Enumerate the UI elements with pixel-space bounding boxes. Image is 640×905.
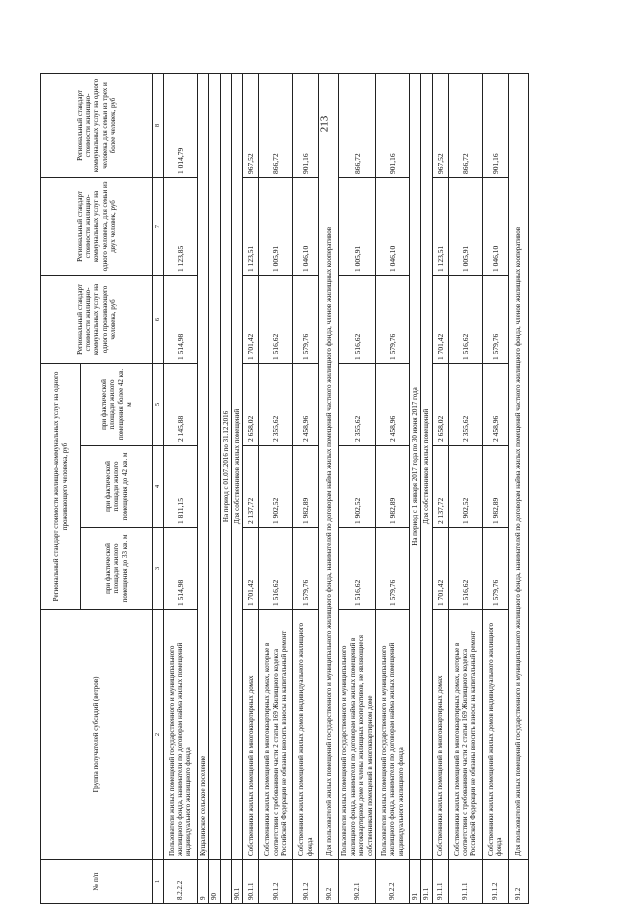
- row-number: 90.1.2: [259, 860, 293, 904]
- table-row: [375, 73, 409, 903]
- row-number: [220, 860, 231, 904]
- value-cell: 2 355,62: [259, 363, 293, 445]
- value-cell: 901,16: [293, 73, 319, 177]
- row-number: 91.1: [421, 860, 432, 904]
- value-cell: 2 355,62: [448, 363, 482, 445]
- row-number: 91.2: [508, 860, 528, 904]
- value-cell: 1 046,10: [293, 177, 319, 275]
- table-row: [243, 73, 259, 903]
- value-cell: 1 014,79: [163, 73, 197, 177]
- value-cell: 1 902,52: [339, 446, 376, 528]
- header-c7: Региональный стандарт стоимости жилищно-коммунальных услуг на одного человека, для семьи из двух человек, руб: [41, 177, 153, 275]
- section-row: [319, 73, 339, 903]
- value-cell: 1 046,10: [375, 177, 409, 275]
- section-label: [209, 73, 220, 859]
- row-number: 90.1.2: [293, 860, 319, 904]
- col-index: 1: [153, 860, 164, 904]
- table-row: [448, 73, 482, 903]
- value-cell: 1 902,52: [448, 446, 482, 528]
- value-cell: 2 658,02: [432, 363, 448, 445]
- table-row: [293, 73, 319, 903]
- row-label: Собственники жилых помещений в многоквартирных домах: [243, 610, 259, 860]
- row-number: 90.2: [319, 860, 339, 904]
- table-row: [259, 73, 293, 903]
- value-cell: 1 046,10: [482, 177, 508, 275]
- row-label: Собственники жилых помещений жилых домов индивидуального жилищного фонда: [482, 610, 508, 860]
- value-cell: 1 579,76: [375, 528, 409, 610]
- section-label: Для собственников жилых помещений: [231, 73, 242, 859]
- value-cell: 1 811,15: [163, 446, 197, 528]
- value-cell: 2 458,96: [375, 363, 409, 445]
- value-cell: 1 982,89: [293, 446, 319, 528]
- row-number: 91: [409, 860, 420, 904]
- value-cell: 2 458,96: [482, 363, 508, 445]
- value-cell: 1 516,62: [339, 528, 376, 610]
- row-label: Пользователи жилых помещений государственного и муниципального жилищного фонда, наниматели по договорам найма жилых помещений индивидуального жилищного фонда: [375, 610, 409, 860]
- row-number: 90.2.2: [375, 860, 409, 904]
- value-cell: 1 516,62: [448, 528, 482, 610]
- header-c5: при фактической площади жилого помещения более 42 кв. м: [81, 363, 153, 445]
- value-cell: 1 701,42: [243, 528, 259, 610]
- header-c3: при фактической площади жилого помещения до 33 кв. м: [81, 528, 153, 610]
- row-number: 91.1.1: [432, 860, 448, 904]
- table-row: [432, 73, 448, 903]
- value-cell: 901,16: [375, 73, 409, 177]
- row-label: Собственники жилых помещений в многоквартирных домах, которые в соответствии с требованиями части 2 статьи 169 Жилищного кодекса Российской Федерации не обязаны вносить взносы на капитальный ремонт: [448, 610, 482, 860]
- section-row: [421, 73, 432, 903]
- value-cell: 967,52: [432, 73, 448, 177]
- value-cell: 1 123,51: [432, 177, 448, 275]
- value-cell: 901,16: [482, 73, 508, 177]
- header-c6: Региональный стандарт стоимости жилищно-коммунальных услуг на одного проживающего человека, руб: [41, 275, 153, 363]
- value-cell: 2 145,88: [163, 363, 197, 445]
- col-index: 4: [153, 446, 164, 528]
- value-cell: 1 005,91: [448, 177, 482, 275]
- value-cell: 2 658,02: [243, 363, 259, 445]
- section-row: [508, 73, 528, 903]
- row-label: Пользователи жилых помещений государственного и муниципального жилищного фонда, наниматели по договорам найма жилых помещений в многоквартирном доме и члены жилищных кооперативов, не являющиеся собственниками помещений в многоквартирном доме: [339, 610, 376, 860]
- section-label: На период с 1 января 2017 года по 30 июня 2017 года: [409, 73, 420, 859]
- value-cell: 1 579,76: [482, 275, 508, 363]
- value-cell: 1 579,76: [482, 528, 508, 610]
- value-cell: 1 701,42: [243, 275, 259, 363]
- header-c4: при фактической площади жилого помещения до 42 кв. м: [81, 446, 153, 528]
- row-label: Собственники жилых помещений в многоквартирных домах, которые в соответствии с требованиями части 2 статьи 169 Жилищного кодекса Российской Федерации не обязаны вносить взносы на капитальный ремонт: [259, 610, 293, 860]
- col-index: 8: [153, 73, 164, 177]
- section-label: Для пользователей жилых помещений государственного и муниципального жилищного фонда, нанимателей по договорам найма жилых помещений частного жилищного фонда, членов жилищных кооперативов: [508, 73, 528, 859]
- table-header: [41, 73, 164, 903]
- rotated-page: [40, 74, 600, 904]
- row-number: 90.1: [231, 860, 242, 904]
- table-body: [163, 73, 528, 903]
- row-label: Собственники жилых помещений в многоквартирных домах: [432, 610, 448, 860]
- value-cell: 1 516,62: [259, 275, 293, 363]
- table-row: [482, 73, 508, 903]
- section-label: Для собственников жилых помещений: [421, 73, 432, 859]
- value-cell: 1 514,98: [163, 528, 197, 610]
- row-number: 90.1.1: [243, 860, 259, 904]
- col-index: 2: [153, 610, 164, 860]
- column-index-row: [153, 73, 164, 903]
- row-label: Собственники жилых помещений жилых домов индивидуального жилищного фонда: [293, 610, 319, 860]
- header-c8: Региональный стандарт стоимости жилищно-коммунальных услуг на одного человека для семьи из трех и более человек, руб: [41, 73, 153, 177]
- tariff-table: [40, 73, 529, 904]
- col-index: 7: [153, 177, 164, 275]
- value-cell: 2 137,72: [432, 446, 448, 528]
- col-index: 3: [153, 528, 164, 610]
- section-label: На период с 01.07.2016 по 31.12.2016: [220, 73, 231, 859]
- value-cell: 967,52: [243, 73, 259, 177]
- value-cell: 1 701,42: [432, 275, 448, 363]
- header-standard-group: Региональный стандарт стоимости жилищно-коммунальных услуг на одного проживающего человека, руб: [41, 363, 81, 609]
- col-index: 5: [153, 363, 164, 445]
- value-cell: 2 137,72: [243, 446, 259, 528]
- row-label: Пользователи жилых помещений государственного и муниципального жилищного фонда, наниматели по договорам найма жилых помещений индивидуального жилищного фонда: [163, 610, 197, 860]
- row-number: 90: [209, 860, 220, 904]
- row-number: 8.2.2.2: [163, 860, 197, 904]
- section-row: [209, 73, 220, 903]
- value-cell: 1 701,42: [432, 528, 448, 610]
- value-cell: 1 516,62: [448, 275, 482, 363]
- section-row: [409, 73, 420, 903]
- section-row: [220, 73, 231, 903]
- col-index: 6: [153, 275, 164, 363]
- value-cell: 1 005,91: [339, 177, 376, 275]
- value-cell: 866,72: [259, 73, 293, 177]
- header-group: Группа получателей субсидий (ветров): [41, 610, 153, 860]
- value-cell: 1 579,76: [293, 528, 319, 610]
- row-number: 9: [197, 860, 208, 904]
- value-cell: 1 579,76: [375, 275, 409, 363]
- value-cell: 1 005,91: [259, 177, 293, 275]
- value-cell: 1 579,76: [293, 275, 319, 363]
- section-label: Для пользователей жилых помещений государственного и муниципального жилищного фонда, нанимателей по договорам найма жилых помещений частного жилищного фонда, членов жилищных кооперативов: [319, 73, 339, 859]
- row-number: 91.1.2: [482, 860, 508, 904]
- row-number: 91.1.1: [448, 860, 482, 904]
- value-cell: 1 123,51: [243, 177, 259, 275]
- table-row: [163, 73, 197, 903]
- section-label: Кущалинское сельское поселение: [197, 73, 208, 859]
- value-cell: 1 982,89: [375, 446, 409, 528]
- header-no: № п/п: [41, 860, 153, 904]
- value-cell: 1 123,85: [163, 177, 197, 275]
- table-row: [339, 73, 376, 903]
- section-row: [197, 73, 208, 903]
- value-cell: 1 514,98: [163, 275, 197, 363]
- value-cell: 1 902,52: [259, 446, 293, 528]
- value-cell: 866,72: [339, 73, 376, 177]
- value-cell: 866,72: [448, 73, 482, 177]
- page-number: 213: [318, 115, 331, 133]
- value-cell: 2 458,96: [293, 363, 319, 445]
- row-number: 90.2.1: [339, 860, 376, 904]
- value-cell: 1 516,62: [259, 528, 293, 610]
- value-cell: 1 982,89: [482, 446, 508, 528]
- value-cell: 2 355,62: [339, 363, 376, 445]
- section-row: [231, 73, 242, 903]
- value-cell: 1 516,62: [339, 275, 376, 363]
